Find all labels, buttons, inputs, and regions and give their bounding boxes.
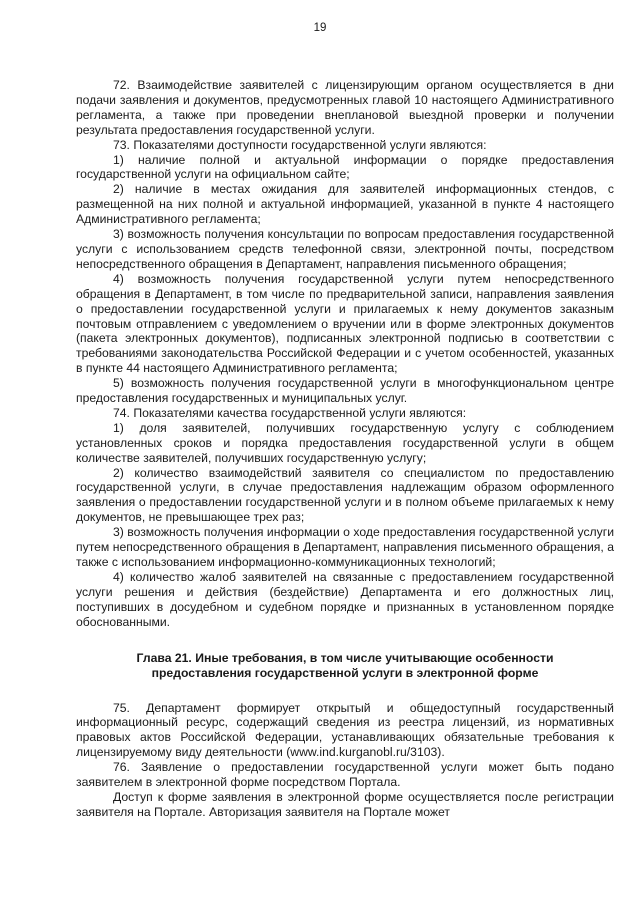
list-item-73-1: 1) наличие полной и актуальной информации о порядке предоставления государственной услуги на официальном сайте; [76, 152, 614, 182]
list-item-73-2: 2) наличие в местах ожидания для заявителей информационных стендов, с размещенной на них полной и актуальной информацией, указанной в пункте 4 настоящего Административного регламента; [76, 182, 614, 227]
list-item-74-2: 2) количество взаимодействий заявителя со специалистом по предоставлению государственной услуги, в случае предоставления надлежащим образом оформленного заявления о предоставлении государственной услуги и в полном объеме прилагаемых к нему документов, не превышающее трех раз; [76, 465, 614, 525]
chapter-heading-line-2: предоставления государственной услуги в электронной форме [151, 666, 539, 681]
paragraph-75: 75. Департамент формирует открытый и общедоступный государственный информационный ресурс, содержащий сведения из реестра лицензий, из нормативных правовых актов Российской Федерации, устанавливающих обязательные требования к лицензируемому виду деятельности (www.ind.kurganobl.ru/3103). [76, 700, 614, 760]
list-item-73-4: 4) возможность получения государственной услуги путем непосредственного обращения в Департамент, в том числе по предварительной записи, направления заявления о предоставлении государственной услуги и прилагаемых к нему документов заказным почтовым отправлением с уведомлением о вручении или в форме электронных документов (пакета электронных документов), подписанных электронной подписью в соответствии с требованиями законодательства Российской Федерации и с учетом особенностей, указанных в пункте 44 настоящего Административного регламента; [76, 271, 614, 376]
list-item-74-4: 4) количество жалоб заявителей на связанные с предоставлением государственной услуги решения и действия (бездействие) Департамента и его должностных лиц, поступивших в досудебном и судебном порядке и признанных в установленном порядке обоснованными. [76, 569, 614, 629]
paragraph-access: Доступ к форме заявления в электронной форме осуществляется после регистрации заявителя на Портале. Авторизация заявителя на Портале может [76, 789, 614, 819]
document-body [76, 78, 614, 820]
paragraph-76: 76. Заявление о предоставлении государственной услуги может быть подано заявителем в электронной форме посредством Портала. [76, 760, 614, 790]
page-number: 19 [313, 22, 327, 34]
paragraph-72: 72. Взаимодействие заявителей с лицензирующим органом осуществляется в дни подачи заявления и документов, предусмотренных главой 10 настоящего Административного регламента, а также при проведении внеплановой выездной проверки и получении результата предоставления государственной услуги. [76, 78, 614, 137]
list-item-74-1: 1) доля заявителей, получивших государственную услугу с соблюдением установленных сроков и порядка предоставления государственной услуги в общем количестве заявителей, получивших государственную услугу; [76, 420, 614, 465]
list-item-73-5: 5) возможность получения государственной услуги в многофункциональном центре предоставления государственных и муниципальных услуг. [76, 376, 614, 406]
paragraph-74: 74. Показателями качества государственной услуги являются: [113, 405, 467, 420]
list-item-73-3: 3) возможность получения консультации по вопросам предоставления государственной услуги с использованием средств телефонной связи, электронной почты, посредством непосредственного обращения в Департамент, направления письменного обращения; [76, 227, 614, 271]
list-item-74-3: 3) возможность получения информации о ходе предоставления государственной услуги путем непосредственного обращения в Департамент, направления письменного обращения, а также с использованием информационно-коммуникационных технологий; [76, 525, 614, 569]
chapter-heading-line-1: Глава 21. Иные требования, в том числе учитывающие особенности [136, 650, 554, 665]
paragraph-73: 73. Показателями доступности государственной услуги являются: [113, 137, 487, 152]
chapter-heading [76, 651, 614, 682]
